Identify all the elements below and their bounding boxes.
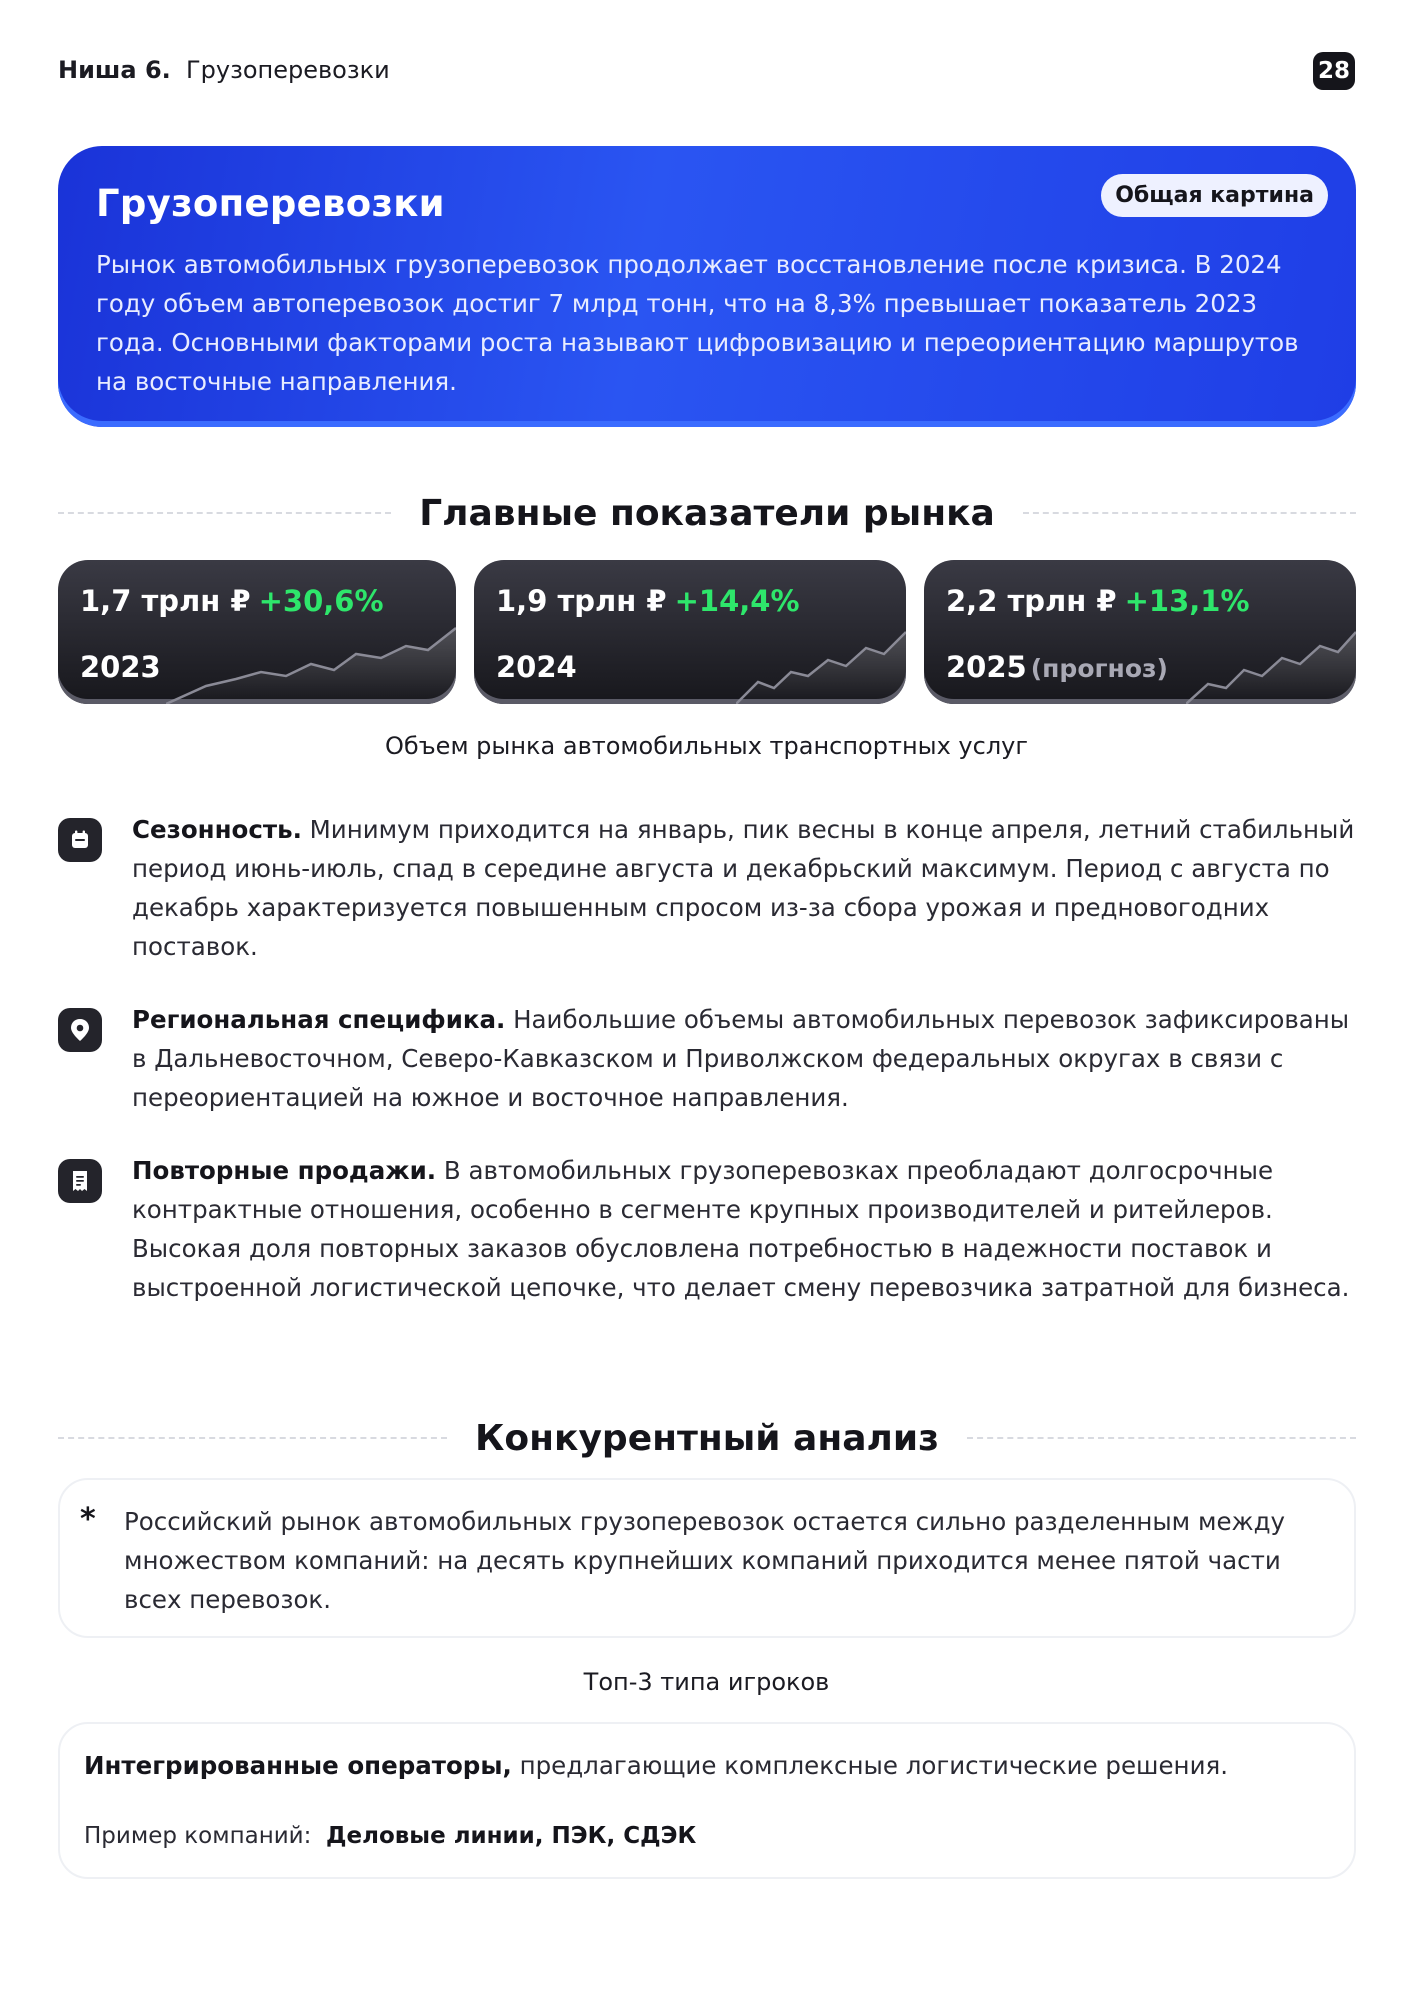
niche-label: Ниша 6. [58, 56, 171, 84]
overview-badge: Общая картина [1101, 174, 1328, 217]
metric-value: 1,7 трлн ₽ [80, 584, 251, 618]
item-title: Региональная специфика. [132, 1005, 506, 1034]
metric-year: 2025 [946, 650, 1027, 684]
overview-title: Грузоперевозки [96, 182, 445, 225]
example-companies: Деловые линии, ПЭК, СДЭК [326, 1823, 697, 1849]
top-players-caption: Топ-3 типа игроков [583, 1668, 830, 1696]
item-seasonality [58, 810, 1356, 966]
calendar-icon [58, 818, 102, 862]
item-body: Наибольшие объемы автомобильных перевозок зафиксированы в Дальневосточном, Северо-Кавказском и Приволжском федеральных округах в связи с переориентацией на южное и восточное направления. [132, 1005, 1350, 1112]
metric-growth: +13,1% [1124, 584, 1250, 618]
indicators-caption: Объем рынка автомобильных транспортных услуг [385, 732, 1028, 760]
page-header [58, 52, 1355, 92]
metric-card-2025 [924, 560, 1356, 704]
trend-sparkline-icon [736, 624, 906, 704]
item-body: Минимум приходится на январь, пик весны в конце апреля, летний стабильный период июнь-июль, спад в середине августа и декабрьский максимум. Период с августа по декабрь характеризуется повышенным спросом из-за сбора урожая и предновогодних поставок. [132, 815, 1355, 961]
forecast-note: (прогноз) [1030, 654, 1168, 683]
asterisk-icon: * [80, 1502, 96, 1537]
metric-value: 2,2 трлн ₽ [946, 584, 1117, 618]
overview-text: Рынок автомобильных грузоперевозок продолжает восстановление после кризиса. В 2024 году объем автоперевозок достиг 7 млрд тонн, что на 8,3% превышает показатель 2023 года. Основными факторами роста называют цифровизацию и переориентацию маршрутов на восточные направления. [96, 250, 1299, 396]
metric-value: 1,9 трлн ₽ [496, 584, 667, 618]
trend-sparkline-icon [1186, 624, 1356, 704]
example-label: Пример компаний: [84, 1823, 312, 1849]
metric-card-2024 [474, 560, 906, 704]
item-body: В автомобильных грузоперевозках преобладают долгосрочные контрактные отношения, особенно в сегменте крупных производителей и ритейлеров. Высокая доля повторных заказов обусловлена потребностью в надежности поставок и выстроенной логистической цепочке, что делает смену перевозчика затратной для бизнеса. [132, 1156, 1350, 1302]
competition-section-title [58, 1413, 1356, 1463]
receipt-icon [58, 1159, 102, 1203]
metric-year: 2024 [496, 650, 577, 684]
indicators-title: Главные показатели рынка [419, 492, 995, 534]
divider [1023, 512, 1356, 514]
market-note-card [58, 1478, 1356, 1638]
market-note-text: Российский рынок автомобильных грузоперевозок остается сильно разделенным между множеством компаний: на десять крупнейших компаний приходится менее пятой части всех перевозок. [124, 1507, 1286, 1614]
divider [58, 512, 391, 514]
page-number-badge: 28 [1313, 52, 1355, 90]
metric-year: 2023 [80, 650, 161, 684]
divider [58, 1437, 447, 1439]
niche-name: Грузоперевозки [186, 56, 390, 84]
player-card [58, 1722, 1356, 1879]
indicators-section-title [58, 488, 1356, 538]
divider [967, 1437, 1356, 1439]
metric-card-2023 [58, 560, 456, 704]
competition-title: Конкурентный анализ [475, 1417, 940, 1459]
item-repeat-sales [58, 1151, 1356, 1307]
player-text: предлагающие комплексные логистические решения. [511, 1751, 1229, 1780]
item-title: Повторные продажи. [132, 1156, 437, 1185]
trend-sparkline-icon [166, 624, 456, 704]
player-title: Интегрированные операторы, [84, 1751, 512, 1780]
location-pin-icon [58, 1008, 102, 1052]
niche-title [58, 56, 390, 84]
item-regional [58, 1000, 1356, 1117]
metric-growth: +14,4% [674, 584, 800, 618]
item-title: Сезонность. [132, 815, 302, 844]
overview-card [58, 146, 1356, 427]
metric-growth: +30,6% [258, 584, 384, 618]
